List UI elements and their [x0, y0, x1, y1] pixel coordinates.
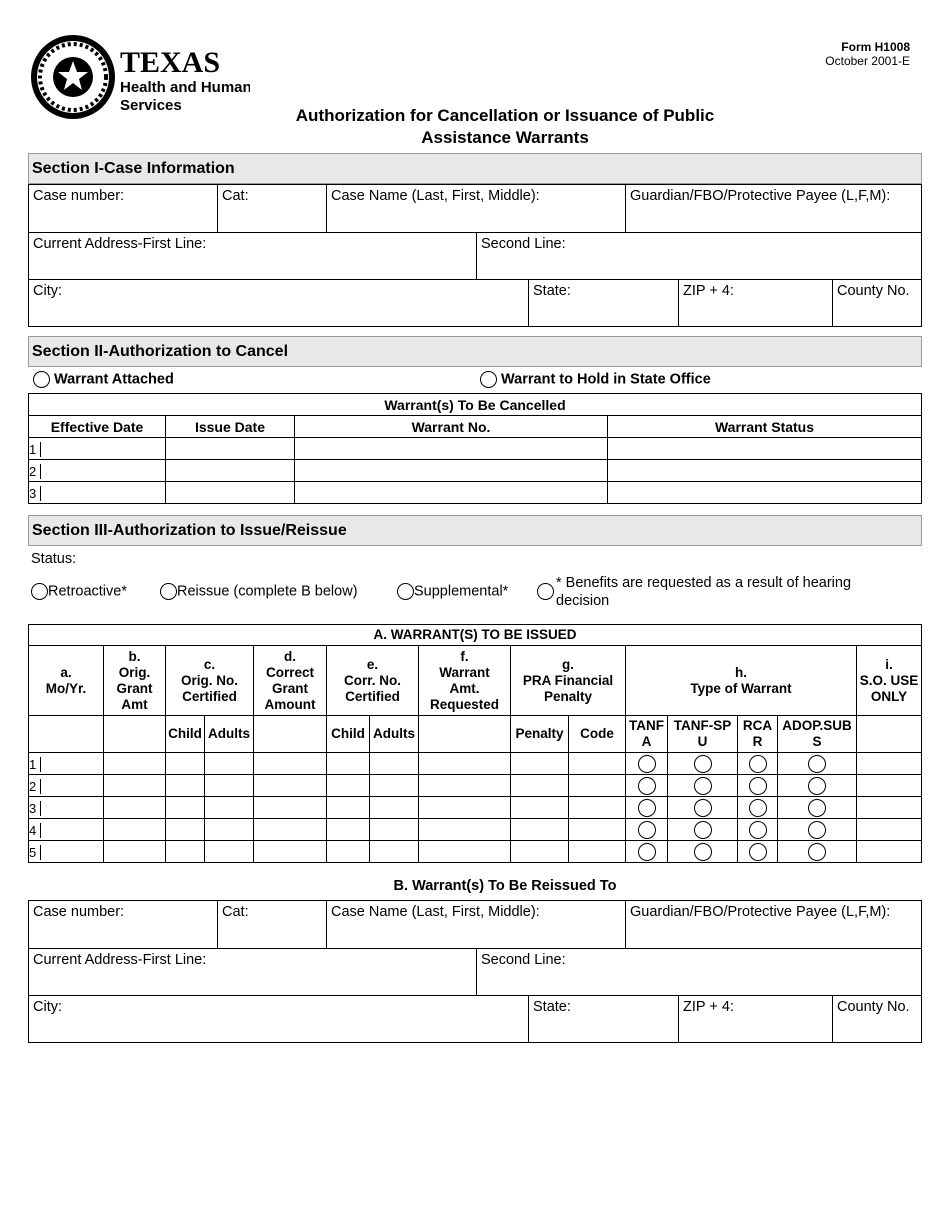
col-d-line: d.	[284, 648, 296, 664]
warrant-type-radio[interactable]	[694, 843, 712, 861]
warrant-type-radio[interactable]	[749, 821, 767, 839]
table-cell[interactable]	[857, 775, 922, 797]
row-number: 1	[29, 442, 41, 457]
zip-field[interactable]: ZIP + 4:	[678, 280, 832, 326]
subheader-empty	[29, 716, 104, 753]
row-number: 2	[29, 779, 41, 794]
warrant-type-cell[interactable]	[668, 797, 738, 819]
retroactive-label: Retroactive*	[48, 583, 127, 600]
table-cell[interactable]	[569, 819, 626, 841]
warrant-type-cell[interactable]	[626, 841, 668, 863]
warrant-no-cell[interactable]	[295, 460, 608, 482]
sub-tanf-a-line: A	[641, 734, 652, 749]
city-field[interactable]: City:	[33, 283, 62, 299]
table-row	[29, 482, 922, 504]
reissue-label: Reissue (complete B below)	[177, 583, 358, 600]
reissue-state-field[interactable]: State:	[528, 996, 678, 1042]
retroactive-option[interactable]	[31, 583, 127, 600]
warrant-type-cell[interactable]	[626, 775, 668, 797]
table-cell[interactable]	[254, 753, 327, 775]
warrant-attached-label: Warrant Attached	[54, 371, 174, 388]
col-warrant-status: Warrant Status	[608, 416, 922, 438]
table-cell[interactable]	[511, 841, 569, 863]
cancel-table	[28, 393, 922, 504]
table-cell[interactable]	[254, 841, 327, 863]
sub-tanf-spu-line: TANF-SP	[673, 718, 732, 733]
warrant-type-radio[interactable]	[638, 821, 656, 839]
col-i-header	[857, 646, 922, 716]
col-g-line: PRA Financial	[522, 672, 614, 688]
section1-grid	[28, 184, 922, 327]
warrant-type-radio[interactable]	[808, 755, 826, 773]
table-cell[interactable]	[205, 819, 254, 841]
reissue-zip-field[interactable]: ZIP + 4:	[678, 996, 832, 1042]
table-cell[interactable]	[511, 753, 569, 775]
subheader-empty	[104, 716, 166, 753]
section1-heading: Section I-Case Information	[28, 153, 922, 184]
table-cell[interactable]	[569, 753, 626, 775]
status-label: Status:	[31, 551, 77, 567]
effective-date-cell[interactable]	[29, 460, 166, 482]
warrant-type-radio[interactable]	[694, 799, 712, 817]
col-b-header	[104, 646, 166, 716]
reissue-title: B. Warrant(s) To Be Reissued To	[393, 878, 617, 894]
table-cell[interactable]	[254, 775, 327, 797]
sub-adults: Adults	[205, 716, 254, 753]
col-d-header	[254, 646, 327, 716]
row-number: 3	[29, 486, 41, 501]
col-effective-date: Effective Date	[29, 416, 166, 438]
warrants-issue-title: A. WARRANT(S) TO BE ISSUED	[29, 625, 922, 646]
table-cell[interactable]	[205, 775, 254, 797]
table-cell[interactable]	[857, 753, 922, 775]
retroactive-radio[interactable]	[31, 583, 48, 600]
subheader-empty	[419, 716, 511, 753]
col-b-line: b.	[128, 648, 141, 664]
warrants-issue-table	[28, 624, 922, 863]
col-f-line: f.	[460, 648, 469, 664]
state-field[interactable]: State:	[528, 280, 678, 326]
col-d-line: Amount	[264, 696, 316, 712]
col-b-line: Orig.	[118, 664, 151, 680]
sub-adop-subs	[778, 716, 857, 753]
warrant-type-radio[interactable]	[694, 821, 712, 839]
table-cell[interactable]	[166, 753, 205, 775]
warrant-type-cell[interactable]	[738, 775, 778, 797]
mo-yr-cell[interactable]	[29, 775, 104, 797]
warrant-status-cell[interactable]	[608, 460, 922, 482]
hold-state-office-label: Warrant to Hold in State Office	[501, 371, 711, 388]
title-line-2: Assistance Warrants	[421, 128, 589, 147]
sub-adop-subs-line: ADOP.SUB	[782, 718, 852, 733]
sub-child: Child	[327, 716, 370, 753]
warrant-status-cell[interactable]	[608, 482, 922, 504]
table-cell[interactable]	[166, 819, 205, 841]
warrant-type-radio[interactable]	[694, 755, 712, 773]
warrant-type-cell[interactable]	[778, 841, 857, 863]
table-cell[interactable]	[370, 775, 419, 797]
hold-state-office-option[interactable]	[480, 371, 711, 388]
warrant-type-radio[interactable]	[749, 799, 767, 817]
warrant-type-radio[interactable]	[808, 821, 826, 839]
warrant-type-radio[interactable]	[638, 777, 656, 795]
warrant-type-cell[interactable]	[738, 841, 778, 863]
table-cell[interactable]	[327, 775, 370, 797]
sub-tanf-a	[626, 716, 668, 753]
supplemental-radio[interactable]	[397, 583, 414, 600]
effective-date-cell[interactable]	[29, 482, 166, 504]
table-cell[interactable]	[511, 775, 569, 797]
guardian-field[interactable]: Guardian/FBO/Protective Payee (L,F,M):	[625, 185, 921, 232]
issue-date-cell[interactable]	[166, 482, 295, 504]
table-cell[interactable]	[205, 797, 254, 819]
cancel-table-title: Warrant(s) To Be Cancelled	[29, 394, 922, 416]
sub-tanf-spu-line: U	[697, 734, 708, 749]
table-row	[29, 819, 922, 841]
table-cell[interactable]	[254, 819, 327, 841]
col-e-line: Corr. No.	[343, 672, 401, 688]
sub-tanf-spu	[668, 716, 738, 753]
warrant-type-cell[interactable]	[668, 775, 738, 797]
table-cell[interactable]	[370, 753, 419, 775]
table-row	[29, 797, 922, 819]
case-name-field[interactable]: Case Name (Last, First, Middle):	[326, 185, 625, 232]
table-cell[interactable]	[104, 841, 166, 863]
reissue-city-field[interactable]: City:	[33, 999, 62, 1015]
table-cell[interactable]	[166, 841, 205, 863]
warrant-type-cell[interactable]	[778, 753, 857, 775]
col-i-line: S.O. USE	[859, 672, 919, 688]
warrant-type-radio[interactable]	[749, 843, 767, 861]
table-cell[interactable]	[104, 775, 166, 797]
table-cell[interactable]	[104, 819, 166, 841]
table-cell[interactable]	[327, 819, 370, 841]
col-f-line: Amt.	[449, 680, 480, 696]
form-date: October 2001-E	[825, 54, 910, 68]
col-g-line: Penalty	[543, 688, 593, 704]
warrant-status-cell[interactable]	[608, 438, 922, 460]
col-d-line: Correct	[265, 664, 314, 680]
warrant-no-cell[interactable]	[295, 438, 608, 460]
mo-yr-cell[interactable]	[29, 841, 104, 863]
table-cell[interactable]	[419, 775, 511, 797]
warrant-type-cell[interactable]	[668, 753, 738, 775]
table-cell[interactable]	[569, 775, 626, 797]
table-cell[interactable]	[370, 797, 419, 819]
warrant-type-cell[interactable]	[668, 819, 738, 841]
reissue-case-name-field[interactable]: Case Name (Last, First, Middle):	[326, 901, 625, 948]
sub-adults: Adults	[370, 716, 419, 753]
table-cell[interactable]	[419, 753, 511, 775]
col-e-line: Certified	[345, 688, 400, 704]
warrant-type-cell[interactable]	[778, 797, 857, 819]
warrant-type-cell[interactable]	[738, 753, 778, 775]
row-number: 2	[29, 464, 41, 479]
table-cell[interactable]	[370, 819, 419, 841]
col-h-header	[626, 646, 857, 716]
table-cell[interactable]	[205, 753, 254, 775]
table-cell[interactable]	[569, 797, 626, 819]
effective-date-cell[interactable]	[29, 438, 166, 460]
col-i-line: i.	[885, 656, 893, 672]
col-g-header	[511, 646, 626, 716]
section2-heading: Section II-Authorization to Cancel	[28, 336, 922, 367]
col-e-line: e.	[366, 656, 379, 672]
svg-text:TEXAS: TEXAS	[120, 46, 221, 79]
subheader-empty	[857, 716, 922, 753]
warrant-attached-option[interactable]	[33, 371, 174, 388]
reissue-guardian-field[interactable]: Guardian/FBO/Protective Payee (L,F,M):	[625, 901, 921, 948]
table-cell[interactable]	[327, 797, 370, 819]
reissue-address-line2-field[interactable]: Second Line:	[476, 949, 921, 995]
warrant-type-cell[interactable]	[626, 819, 668, 841]
col-c-line: Certified	[182, 688, 237, 704]
warrant-type-radio[interactable]	[638, 843, 656, 861]
section3-heading: Section III-Authorization to Issue/Reissue	[28, 515, 922, 546]
col-h-line: h.	[735, 664, 747, 680]
sub-rca-r	[738, 716, 778, 753]
table-cell[interactable]	[370, 841, 419, 863]
warrant-type-radio[interactable]	[808, 799, 826, 817]
col-h-line: Type of Warrant	[690, 680, 792, 696]
table-cell[interactable]	[104, 753, 166, 775]
col-b-line: Amt	[121, 696, 148, 712]
row-number: 3	[29, 801, 41, 816]
table-row	[29, 753, 922, 775]
reissue-cat-field[interactable]: Cat:	[217, 901, 326, 948]
col-f-line: Requested	[429, 696, 500, 712]
col-c-header	[166, 646, 254, 716]
title-line-1: Authorization for Cancellation or Issuance of Public	[295, 106, 715, 125]
issue-date-cell[interactable]	[166, 438, 295, 460]
table-cell[interactable]	[327, 841, 370, 863]
warrant-type-cell[interactable]	[668, 841, 738, 863]
sub-code: Code	[569, 716, 626, 753]
table-cell[interactable]	[419, 819, 511, 841]
warrant-type-radio[interactable]	[749, 755, 767, 773]
form-number: Form H1008	[841, 40, 910, 54]
supplemental-label: Supplemental*	[414, 583, 509, 600]
svg-text:Services: Services	[120, 97, 182, 114]
row-number: 1	[29, 757, 41, 772]
col-c-line: c.	[203, 656, 216, 672]
supplemental-option[interactable]	[397, 583, 508, 600]
form-number-block	[825, 40, 910, 68]
sub-tanf-a-line: TANF	[629, 718, 664, 733]
reissue-radio[interactable]	[160, 583, 177, 600]
warrant-type-cell[interactable]	[626, 797, 668, 819]
table-row	[29, 438, 922, 460]
table-cell[interactable]	[419, 841, 511, 863]
table-row	[29, 460, 922, 482]
hold-state-office-radio[interactable]	[480, 371, 497, 388]
table-cell[interactable]	[569, 841, 626, 863]
table-cell[interactable]	[166, 797, 205, 819]
address-line2-field[interactable]: Second Line:	[476, 233, 921, 279]
warrant-type-radio[interactable]	[638, 755, 656, 773]
col-i-line: ONLY	[870, 688, 908, 704]
table-cell[interactable]	[511, 797, 569, 819]
col-b-line: Grant	[116, 680, 153, 696]
mo-yr-cell[interactable]	[29, 819, 104, 841]
table-cell[interactable]	[857, 819, 922, 841]
warrant-type-radio[interactable]	[638, 799, 656, 817]
warrant-type-cell[interactable]	[778, 775, 857, 797]
issue-date-cell[interactable]	[166, 460, 295, 482]
warrant-type-radio[interactable]	[749, 777, 767, 795]
warrant-type-radio[interactable]	[808, 777, 826, 795]
table-cell[interactable]	[419, 797, 511, 819]
hearing-note	[556, 574, 851, 610]
col-c-line: Orig. No.	[181, 672, 238, 688]
case-number-field[interactable]: Case number:	[33, 188, 125, 204]
reissue-address-line1-field[interactable]: Current Address-First Line:	[33, 952, 207, 968]
table-cell[interactable]	[857, 797, 922, 819]
col-g-line: g.	[562, 656, 574, 672]
col-a-header	[29, 646, 104, 716]
warrant-attached-radio[interactable]	[33, 371, 50, 388]
warrant-type-cell[interactable]	[778, 819, 857, 841]
hearing-option[interactable]	[537, 583, 554, 601]
mo-yr-cell[interactable]	[29, 753, 104, 775]
warrant-type-cell[interactable]	[738, 797, 778, 819]
hearing-note-line2: decision	[556, 593, 610, 609]
col-f-header	[419, 646, 511, 716]
table-cell[interactable]	[327, 753, 370, 775]
table-cell[interactable]	[104, 797, 166, 819]
subheader-empty	[254, 716, 327, 753]
table-cell[interactable]	[166, 775, 205, 797]
cat-field[interactable]: Cat:	[217, 185, 326, 232]
warrant-type-cell[interactable]	[738, 819, 778, 841]
warrant-type-cell[interactable]	[626, 753, 668, 775]
col-warrant-no: Warrant No.	[295, 416, 608, 438]
table-cell[interactable]	[254, 797, 327, 819]
table-cell[interactable]	[205, 841, 254, 863]
table-row	[29, 841, 922, 863]
col-a-line: Mo/Yr.	[45, 680, 87, 696]
sub-adop-subs-line: S	[812, 734, 822, 749]
warrant-type-radio[interactable]	[694, 777, 712, 795]
reissue-case-number-field[interactable]: Case number:	[33, 904, 125, 920]
sub-rca-r-line: RCA	[742, 718, 773, 733]
hearing-note-line1: * Benefits are requested as a result of hearing	[556, 575, 852, 591]
warrant-no-cell[interactable]	[295, 482, 608, 504]
col-e-header	[327, 646, 419, 716]
row-number: 4	[29, 823, 41, 838]
address-line1-field[interactable]: Current Address-First Line:	[33, 236, 207, 252]
col-issue-date: Issue Date	[166, 416, 295, 438]
hearing-radio[interactable]	[537, 583, 554, 600]
col-a-line: a.	[60, 664, 72, 680]
reissue-grid	[28, 900, 922, 1043]
table-cell[interactable]	[511, 819, 569, 841]
row-number: 5	[29, 845, 41, 860]
svg-text:Health and Human: Health and Human	[120, 79, 250, 96]
county-field[interactable]: County No.	[832, 280, 921, 326]
sub-penalty: Penalty	[511, 716, 569, 753]
reissue-county-field[interactable]: County No.	[832, 996, 921, 1042]
sub-rca-r-line: R	[752, 734, 763, 749]
warrant-type-radio[interactable]	[808, 843, 826, 861]
sub-child: Child	[166, 716, 205, 753]
col-f-line: Warrant	[439, 664, 490, 680]
table-row	[29, 775, 922, 797]
table-cell[interactable]	[857, 841, 922, 863]
form-title	[0, 105, 950, 149]
mo-yr-cell[interactable]	[29, 797, 104, 819]
col-d-line: Grant	[271, 680, 308, 696]
reissue-option[interactable]	[160, 583, 358, 600]
